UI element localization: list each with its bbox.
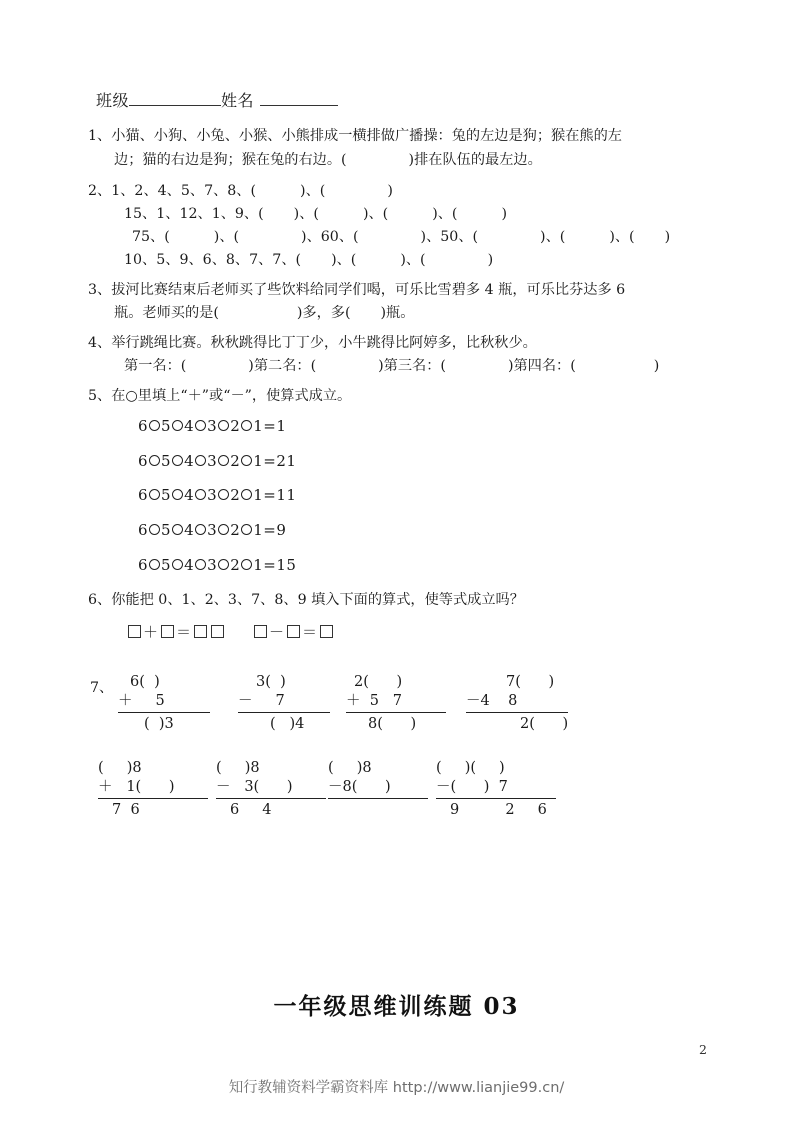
- equation-digit: 5: [161, 416, 172, 435]
- digit-box-blank[interactable]: [254, 625, 267, 638]
- question-1-line-2-a: 边；猫的右边是狗；猴在兔的右边。(: [114, 152, 347, 169]
- q2-l2-c: )、(: [362, 205, 389, 222]
- q4-rank-close: ): [653, 357, 660, 374]
- calculation-top-operand[interactable]: ( )8: [98, 759, 142, 776]
- question-5: [88, 385, 713, 577]
- vertical-calculation: [238, 675, 330, 732]
- equation-digit: 4: [184, 521, 195, 540]
- question-7-row-1: [88, 675, 713, 741]
- digit-box-blank[interactable]: [161, 625, 174, 638]
- equation-digit: 2: [230, 416, 241, 435]
- calculation-top-operand[interactable]: ( )8: [328, 759, 372, 776]
- q2-l4-d: ): [487, 251, 494, 268]
- name-blank-line[interactable]: [260, 105, 338, 106]
- equation-line: [88, 414, 713, 438]
- equation-digit: 6: [138, 486, 149, 505]
- equation-line: [88, 553, 713, 577]
- q2-l2-b: )、(: [293, 205, 319, 222]
- box-expression: [126, 623, 226, 641]
- calculation-bottom-operand[interactable]: ＋ 5: [118, 694, 210, 713]
- operator-circle-blank[interactable]: [172, 489, 183, 500]
- operator-circle-blank[interactable]: [195, 420, 206, 431]
- q2-l4-b: )、(: [331, 251, 357, 268]
- calculation-top-operand[interactable]: ( )8: [216, 759, 260, 776]
- worksheet-title: 一年级思维训练题 03: [273, 993, 520, 1020]
- q2-l3-d: )、50、(: [420, 228, 479, 245]
- question-3: [88, 279, 713, 325]
- expression-operator: ＋: [143, 623, 160, 642]
- equation-digit: 5: [161, 451, 172, 470]
- question-6-expressions: [88, 620, 713, 644]
- operator-circle-blank[interactable]: [218, 524, 229, 535]
- question-3-line-1: 3、拔河比赛结束后老师买了些饮料给同学们喝，可乐比雪碧多 4 瓶，可乐比芬达多 6: [88, 281, 626, 298]
- question-1-line-1: 1、小猫、小狗、小兔、小猴、小熊排成一横排做广播操：兔的左边是狗；猴在熊的左: [88, 128, 622, 144]
- operator-circle-blank[interactable]: [172, 559, 183, 570]
- equation-digit: 1: [253, 451, 264, 470]
- equation-result: =11: [263, 486, 297, 505]
- operator-circle-blank[interactable]: [149, 524, 160, 535]
- operator-circle-blank[interactable]: [172, 524, 183, 535]
- equation-digit: 1: [253, 416, 264, 435]
- vertical-calculation: [436, 761, 556, 818]
- question-1-line-2-b: )排在队伍的最左边。: [408, 152, 542, 169]
- operator-circle-blank[interactable]: [241, 489, 252, 500]
- equation-result: =15: [263, 556, 297, 575]
- q4-rank-4: )第四名：(: [507, 357, 576, 374]
- vertical-calculation: [346, 675, 446, 732]
- calculation-result[interactable]: 8( ): [368, 715, 417, 732]
- question-2-line-4: [88, 249, 713, 272]
- operator-circle-blank[interactable]: [149, 455, 160, 466]
- equation-digit: 3: [207, 451, 218, 470]
- operator-circle-blank[interactable]: [218, 489, 229, 500]
- question-2-line-1: [88, 180, 713, 203]
- calculation-result[interactable]: ( )3: [144, 715, 174, 732]
- calculation-result[interactable]: 2( ): [520, 715, 569, 732]
- question-2: [88, 180, 713, 272]
- calculation-top-operand[interactable]: 6( ): [130, 673, 160, 690]
- worksheet-content: [88, 88, 713, 827]
- operator-circle-blank[interactable]: [241, 559, 252, 570]
- equation-digit: 3: [207, 486, 218, 505]
- equation-digit: 1: [253, 521, 264, 540]
- page-number: 2: [699, 1042, 707, 1057]
- expression-operator: ＝: [176, 623, 193, 642]
- equation-digit: 3: [207, 416, 218, 435]
- expression-operator: ＝: [302, 623, 319, 642]
- operator-circle-blank[interactable]: [241, 524, 252, 535]
- question-5-prompt: 5、在○里填上“＋”或“－”，使算式成立。: [88, 387, 352, 404]
- question-6-prompt: 6、你能把 0、1、2、3、7、8、9 填入下面的算式，使等式成立吗？: [88, 592, 524, 609]
- q2-l4-a: 10、5、9、6、8、7、7、(: [124, 251, 302, 268]
- calculation-bottom-operand[interactable]: － 7: [238, 694, 330, 713]
- question-4: [88, 332, 713, 378]
- operator-circle-blank[interactable]: [149, 559, 160, 570]
- question-1-line-2: [88, 148, 713, 172]
- operator-circle-blank[interactable]: [195, 455, 206, 466]
- operator-circle-blank[interactable]: [195, 524, 206, 535]
- q2-l3-c: )、60、(: [301, 228, 359, 245]
- equation-digit: 4: [184, 416, 195, 435]
- question-4-line-2: [88, 355, 713, 378]
- equation-digit: 2: [230, 556, 241, 575]
- operator-circle-blank[interactable]: [218, 420, 229, 431]
- operator-circle-blank[interactable]: [218, 455, 229, 466]
- equation-digit: 4: [184, 556, 195, 575]
- question-4-line-1: 4、举行跳绳比赛。秋秋跳得比丁丁少，小牛跳得比阿婷多，比秋秋少。: [88, 334, 537, 351]
- q2-l4-c: )、(: [400, 251, 426, 268]
- operator-circle-blank[interactable]: [195, 559, 206, 570]
- digit-box-blank[interactable]: [211, 625, 224, 638]
- q4-rank-1: 第一名：(: [124, 357, 187, 374]
- vertical-calculation: [328, 761, 428, 803]
- digit-box-blank[interactable]: [128, 625, 141, 638]
- question-7: [88, 675, 713, 827]
- student-info-header: [96, 88, 713, 111]
- box-expression: [252, 623, 335, 641]
- vertical-calculation: [466, 675, 568, 732]
- question-7-label: 7、: [90, 679, 114, 696]
- question-7-row-2: [88, 761, 713, 827]
- equation-digit: 3: [207, 556, 218, 575]
- operator-circle-blank[interactable]: [149, 489, 160, 500]
- q2-l3-g: ): [664, 228, 671, 245]
- equation-digit: 5: [161, 556, 172, 575]
- calculation-result[interactable]: 6 4: [230, 801, 272, 818]
- equation-digit: 2: [230, 451, 241, 470]
- operator-circle-blank[interactable]: [241, 455, 252, 466]
- digit-box-blank[interactable]: [287, 625, 300, 638]
- q2-l1-c: ): [387, 182, 393, 199]
- question-2-line-3: [88, 226, 713, 249]
- q2-l2-e: ): [501, 205, 508, 222]
- equation-digit: 5: [161, 486, 172, 505]
- question-6: [88, 589, 713, 644]
- q2-l3-e: )、(: [540, 228, 566, 245]
- calculation-bottom-operand[interactable]: － 3( ): [216, 780, 326, 799]
- equation-digit: 6: [138, 451, 149, 470]
- vertical-calculation: [216, 761, 326, 818]
- calculation-bottom-operand[interactable]: －8( ): [328, 780, 428, 799]
- calculation-top-operand[interactable]: ( )( ): [436, 759, 505, 776]
- equation-digit: 3: [207, 521, 218, 540]
- equation-digit: 1: [253, 486, 264, 505]
- calculation-bottom-operand[interactable]: －( ) 7: [436, 780, 556, 799]
- calculation-result[interactable]: ( )4: [270, 715, 305, 732]
- equation-result: =21: [263, 451, 297, 470]
- q2-l2-a: 15、1、12、1、9、(: [124, 205, 264, 222]
- calculation-bottom-operand[interactable]: ＋ 1( ): [98, 780, 208, 799]
- operator-circle-blank[interactable]: [172, 420, 183, 431]
- q2-l3-b: )、(: [213, 228, 240, 245]
- operator-circle-blank[interactable]: [241, 420, 252, 431]
- equation-digit: 4: [184, 451, 195, 470]
- equation-digit: 6: [138, 416, 149, 435]
- equation-line: [88, 483, 713, 507]
- q2-l1-b: )、(: [300, 182, 326, 199]
- calculation-bottom-operand[interactable]: －4 8: [466, 694, 568, 713]
- class-blank-line[interactable]: [129, 105, 221, 106]
- q3-l2-b: )多，多(: [296, 304, 351, 321]
- operator-circle-blank[interactable]: [149, 420, 160, 431]
- equation-digit: 2: [230, 486, 241, 505]
- q2-l2-d: )、(: [432, 205, 458, 222]
- operator-circle-blank[interactable]: [195, 489, 206, 500]
- footer-watermark: 知行教辅资料学霸资料库 http://www.lianjie99.cn/: [228, 1080, 565, 1096]
- calculation-result[interactable]: 9 2 6: [450, 801, 547, 818]
- equation-line: [88, 449, 713, 473]
- equation-line: [88, 518, 713, 542]
- operator-circle-blank[interactable]: [218, 559, 229, 570]
- q3-l2-c: )瓶。: [380, 304, 415, 321]
- calculation-top-operand[interactable]: 3( ): [256, 673, 286, 690]
- equation-digit: 1: [253, 556, 264, 575]
- q2-l3-a: 75、(: [132, 228, 170, 245]
- q4-rank-3: )第三名：(: [378, 357, 446, 374]
- vertical-calculation: [118, 675, 210, 732]
- digit-box-blank[interactable]: [320, 625, 333, 638]
- question-5-equation-list: [88, 414, 713, 577]
- operator-circle-blank[interactable]: [172, 455, 183, 466]
- equation-digit: 2: [230, 521, 241, 540]
- equation-digit: 6: [138, 556, 149, 575]
- q3-l2-a: 瓶。老师买的是(: [114, 304, 219, 321]
- vertical-calculation: [98, 761, 208, 818]
- name-label: 姓名: [221, 91, 255, 110]
- equation-result: =1: [263, 416, 287, 435]
- question-3-line-2: [88, 302, 713, 325]
- digit-box-blank[interactable]: [194, 625, 207, 638]
- q2-l1-a: 2、1、2、4、5、7、8、(: [88, 182, 257, 199]
- class-label: 班级: [96, 91, 130, 110]
- q4-rank-2: )第二名：(: [248, 357, 317, 374]
- equation-digit: 4: [184, 486, 195, 505]
- question-1: [88, 124, 713, 173]
- equation-result: =9: [263, 521, 287, 540]
- expression-operator: －: [269, 623, 286, 642]
- equation-digit: 6: [138, 521, 149, 540]
- calculation-bottom-operand[interactable]: ＋ 5 7: [346, 694, 446, 713]
- equation-digit: 5: [161, 521, 172, 540]
- calculation-top-operand[interactable]: 7( ): [506, 673, 555, 690]
- question-2-line-2: [88, 203, 713, 226]
- calculation-top-operand[interactable]: 2( ): [354, 673, 403, 690]
- calculation-result[interactable]: 7 6: [112, 801, 140, 818]
- q2-l3-f: )、(: [609, 228, 635, 245]
